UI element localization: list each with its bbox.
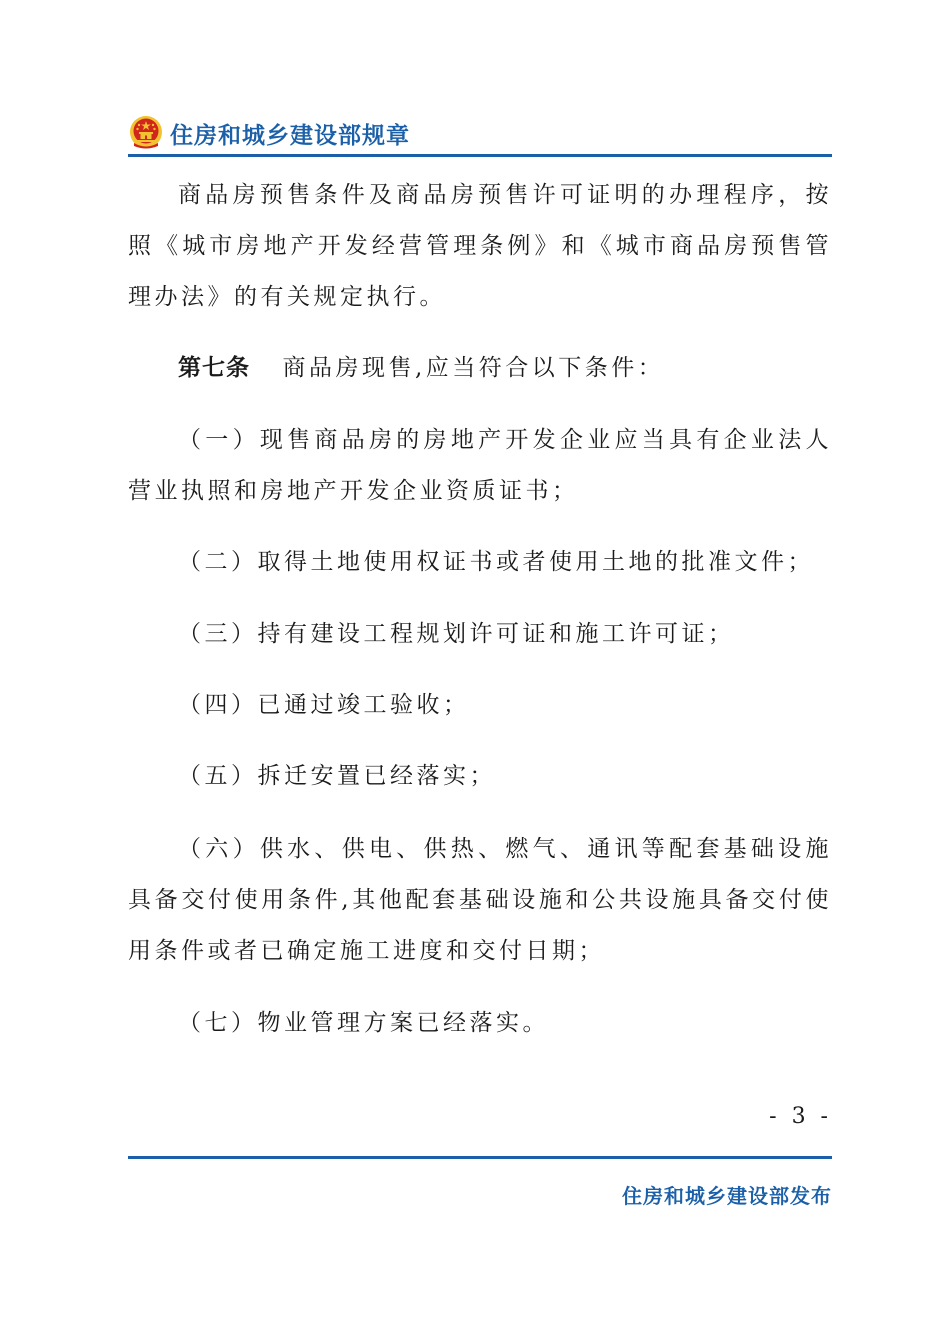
article-seven <box>128 343 832 394</box>
list-item: （二）取得土地使用权证书或者使用土地的批准文件； <box>178 549 814 575</box>
page-number: - 3 - <box>769 1104 832 1129</box>
header-title: 住房和城乡建设部规章 <box>170 122 410 149</box>
list-item: （一）现售商品房的房地产开发企业应当具有企业法人营业执照和房地产开发企业资质证书； <box>128 427 832 504</box>
article-label: 第七条 <box>178 355 250 381</box>
intro-paragraph: 商品房预售条件及商品房预售许可证明的办理程序，按照《城市房地产开发经营管理条例》和《城市商品房预售管理办法》的有关规定执行。 <box>128 182 832 310</box>
footer-divider <box>128 1156 832 1159</box>
list-item: （五）拆迁安置已经落实； <box>178 763 496 789</box>
page-header <box>128 112 832 157</box>
national-emblem-icon <box>128 115 164 151</box>
list-item: （六）供水、供电、供热、燃气、通讯等配套基础设施具备交付使用条件,其他配套基础设施和公共设施具备交付使用条件或者已确定施工进度和交付日期； <box>128 836 832 964</box>
list-item: （四）已通过竣工验收； <box>178 692 470 718</box>
article-text: 商品房现售,应当符合以下条件： <box>282 355 665 381</box>
list-item: （三）持有建设工程规划许可证和施工许可证； <box>178 621 735 647</box>
list-item: （七）物业管理方案已经落实。 <box>178 1010 549 1036</box>
footer-publisher: 住房和城乡建设部发布 <box>622 1184 832 1208</box>
